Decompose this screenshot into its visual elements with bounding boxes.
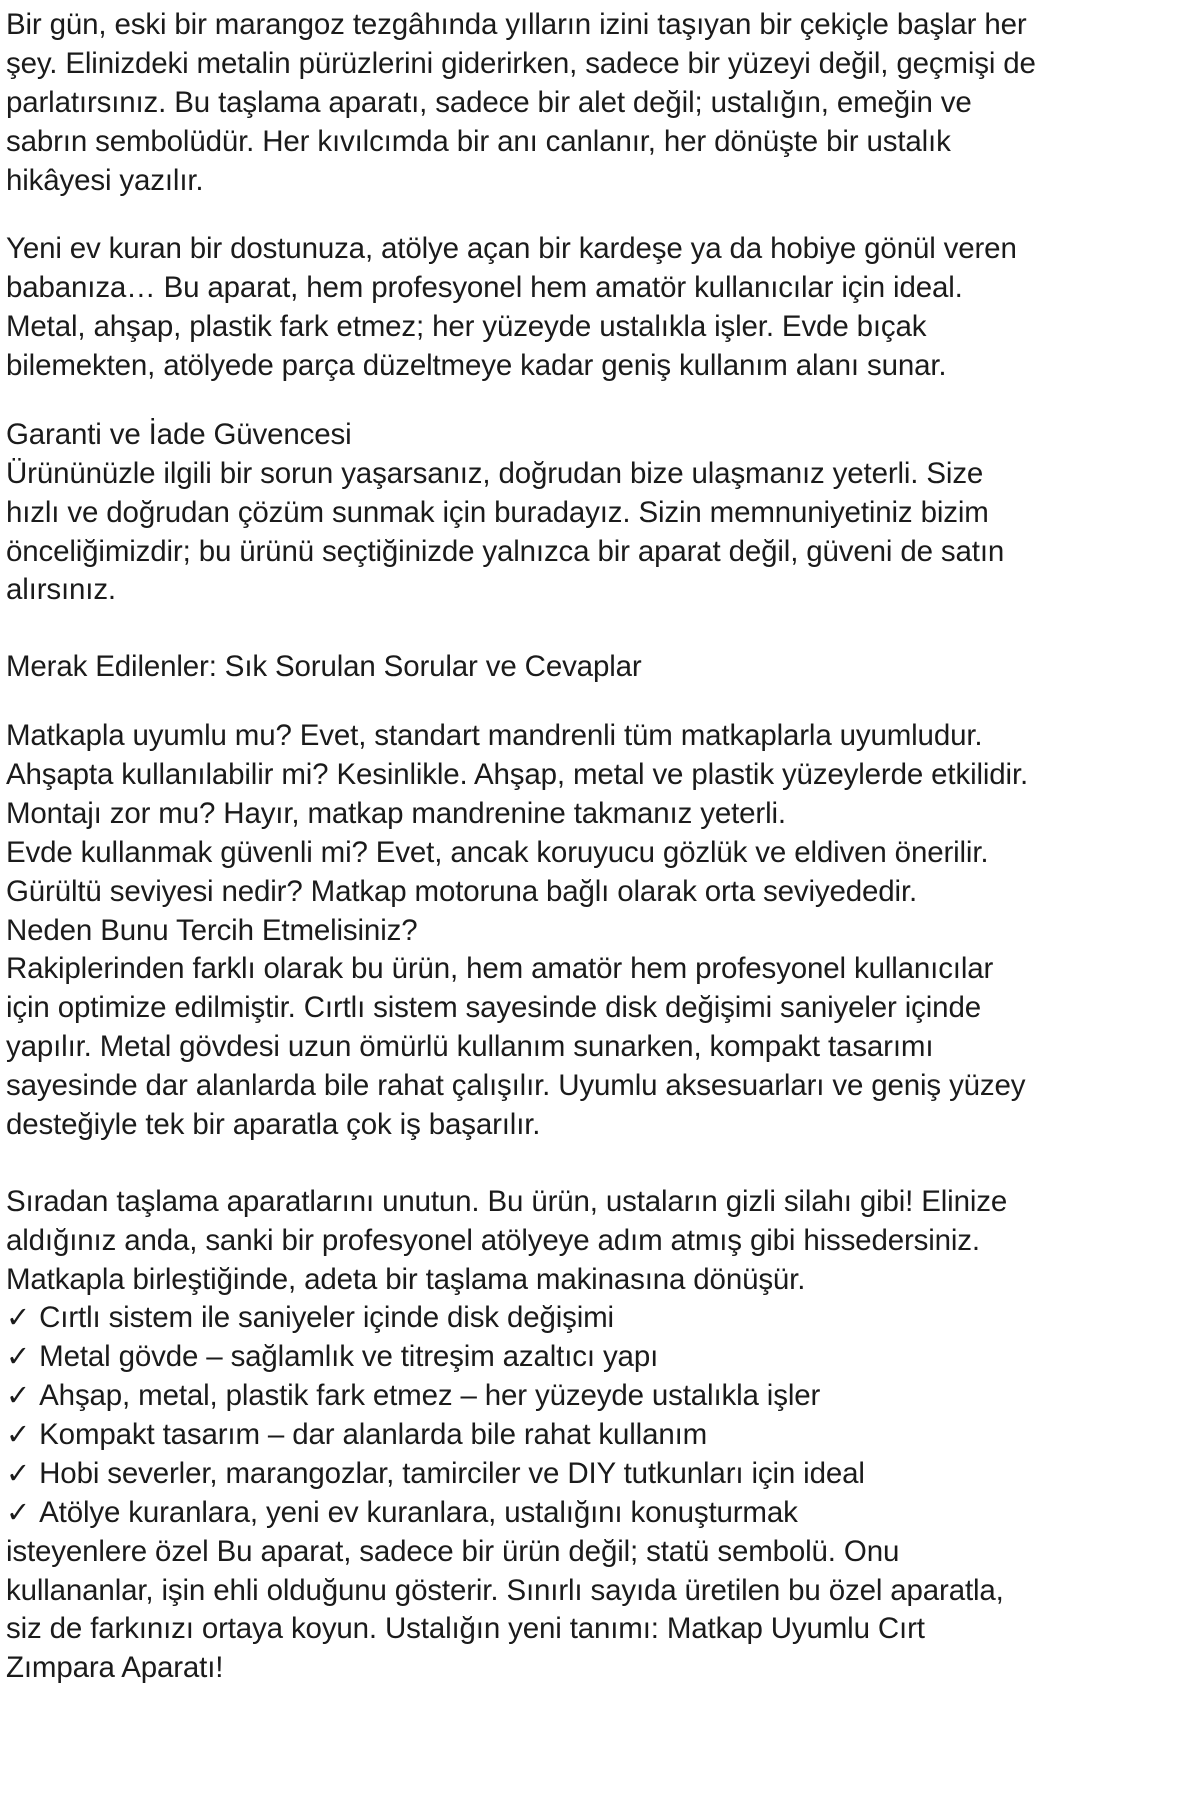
feature-label: Ahşap, metal, plastik fark etmez – her yüzeyde ustalıkla işler <box>39 1379 821 1413</box>
faq-list <box>6 717 1040 911</box>
feature-label: Hobi severler, marangozlar, tamirciler ve DIY tutkunları için ideal <box>39 1456 865 1490</box>
faq-item: Gürültü seviyesi nedir? Matkap motoruna bağlı olarak orta seviyededir. <box>6 874 918 908</box>
why-choose-body: Rakiplerinden farklı olarak bu ürün, hem amatör hem profesyonel kullanıcılar için optimize edilmiştir. Cırtlı sistem sayesinde disk değişimi saniyeler içinde yapılır. Metal gövdesi uzun ömürlü kullanım sunarken, kompakt tasarımı sayesinde dar alanlarda bile rahat çalışılır. Uyumlu aksesuarları ve geniş yüzey desteğiyle tek bir aparatla çok iş başarılır. <box>6 952 1026 1141</box>
check-icon: ✓ <box>6 1378 31 1413</box>
list-item <box>6 1377 1040 1416</box>
pitch-paragraph: Sıradan taşlama aparatlarını unutun. Bu ürün, ustaların gizli silahı gibi! Elinize aldığınız anda, sanki bir profesyonel atölyeye adım atmış gibi hissedersiniz. Matkapla birleştiğinde, adeta bir taşlama makinasına dönüşür. <box>6 1184 1008 1296</box>
document-body <box>6 6 1040 1688</box>
check-icon: ✓ <box>6 1455 31 1490</box>
list-item <box>6 1455 1040 1494</box>
intro-paragraph: Bir gün, eski bir marangoz tezgâhında yılların izini taşıyan bir çekiçle başlar her şey. Elinizdeki metalin pürüzlerini giderirken, sadece bir yüzeyi değil, geçmişi de parlatırsınız. Bu taşlama aparatı, sadece bir alet değil; ustalığın, emeğin ve sabrın sembolüdür. Her kıvılcımda bir anı canlanır, her dönüşte bir ustalık hikâyesi yazılır. <box>6 8 1036 197</box>
warranty-body: Ürününüzle ilgili bir sorun yaşarsanız, doğrudan bize ulaşmanız yeterli. Size hızlı ve doğrudan çözüm sunmak için buradayız. Sizin memnuniyetiniz bizim önceliğimizdir; bu ürünü seçtiğinizde yalnızca bir aparat değil, güveni de satın alırsınız. <box>6 456 1005 607</box>
faq-heading: Merak Edilenler: Sık Sorulan Sorular ve Cevaplar <box>6 650 642 684</box>
warranty-section <box>6 416 1040 610</box>
check-icon: ✓ <box>6 1300 31 1335</box>
why-choose-section <box>6 912 1040 1145</box>
spacer-after-faq-heading <box>6 687 1040 717</box>
faq-item: Evde kullanmak güvenli mi? Evet, ancak koruyucu gözlük ve eldiven önerilir. <box>6 835 989 869</box>
check-icon: ✓ <box>6 1339 31 1374</box>
faq-item: Matkapla uyumlu mu? Evet, standart mandrenli tüm matkaplarla uyumludur. <box>6 719 983 753</box>
feature-label: Kompakt tasarım – dar alanlarda bile rahat kullanım <box>39 1418 708 1451</box>
list-item <box>6 1338 1040 1377</box>
spacer-after-warranty <box>6 610 1040 648</box>
warranty-heading: Garanti ve İade Güvencesi <box>6 417 352 451</box>
check-icon: ✓ <box>6 1494 31 1529</box>
spacer-after-why-choose <box>6 1145 1040 1183</box>
feature-list <box>6 1299 1040 1532</box>
closing-paragraph: isteyenlere özel Bu aparat, sadece bir ürün değil; statü sembolü. Onu kullananlar, işin ehli olduğunu gösterir. Sınırlı sayıda üretilen bu özel aparatla, siz de farkınızı ortaya koyun. Ustalığın yeni tanımı: Matkap Uyumlu Cırt Zımpara Aparatı! <box>6 1534 1004 1685</box>
list-item <box>6 1416 1040 1455</box>
why-choose-heading: Neden Bunu Tercih Etmelisiniz? <box>6 913 418 947</box>
list-item <box>6 1494 1040 1533</box>
feature-label: Metal gövde – sağlamlık ve titreşim azaltıcı yapı <box>39 1340 659 1374</box>
feature-label: Atölye kuranlara, yeni ev kuranlara, ustalığını konuşturmak <box>39 1495 798 1529</box>
audience-paragraph: Yeni ev kuran bir dostunuza, atölye açan bir kardeşe ya da hobiye gönül veren babanıza… Bu aparat, hem profesyonel hem amatör kullanıcılar için ideal. Metal, ahşap, plastik fark etmez; her yüzeyde ustalıkla işler. Evde bıçak bilemekten, atölyede parça düzeltmeye kadar geniş kullanım alanı sunar. <box>6 232 1017 382</box>
list-item <box>6 1299 1040 1338</box>
check-icon: ✓ <box>6 1417 31 1451</box>
faq-item: Montajı zor mu? Hayır, matkap mandrenine takmanız yeterli. <box>6 796 786 830</box>
faq-item: Ahşapta kullanılabilir mi? Kesinlikle. Ahşap, metal ve plastik yüzeylerde etkilidir. <box>6 758 1029 791</box>
feature-label: Cırtlı sistem ile saniyeler içinde disk değişimi <box>39 1301 614 1335</box>
